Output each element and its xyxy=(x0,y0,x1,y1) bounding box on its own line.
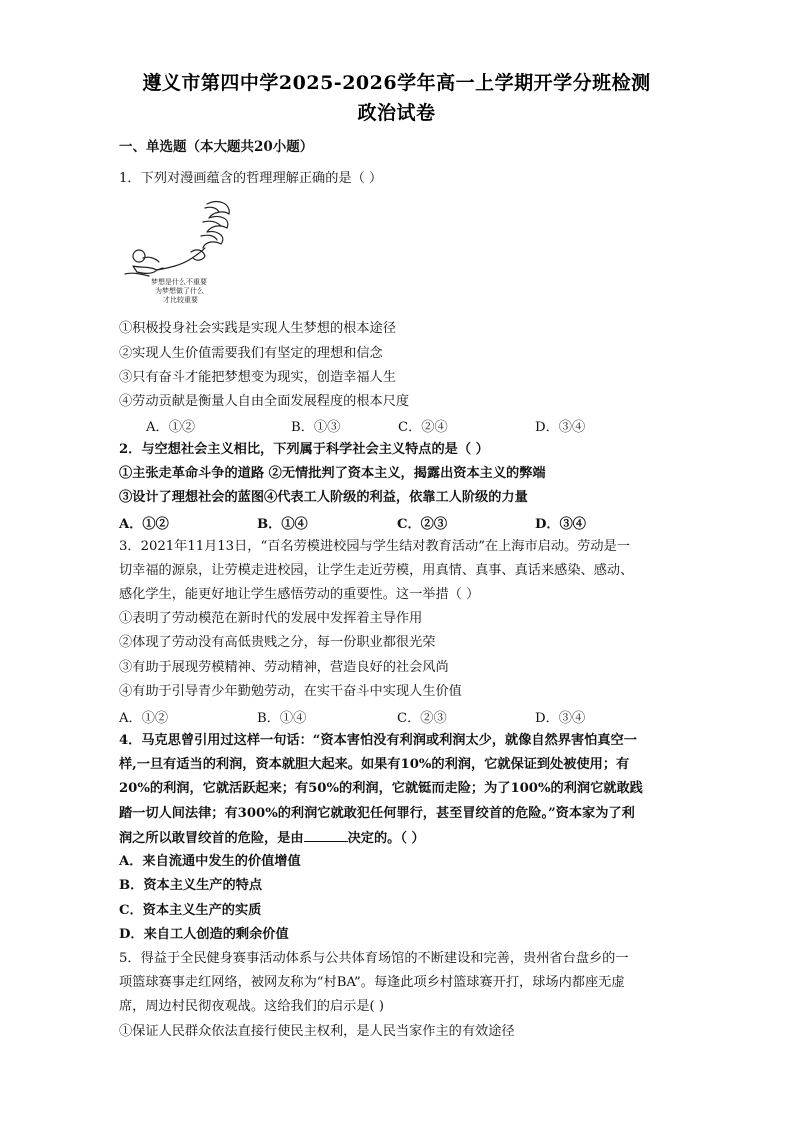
q5-stem-line-1: 5．得益于全民健身赛事活动体系与公共体育场馆的不断建设和完善，贵州省台盘乡的一 xyxy=(119,951,629,966)
cartoon-caption-2: 为梦想做了什么 xyxy=(155,287,204,295)
q3-stem-line-3: 感化学生，能更好地让学生感悟劳动的重要性。这一举措（ ） xyxy=(119,587,480,602)
q3-option-d[interactable]: D．③④ xyxy=(535,711,586,726)
q3-stem-line-2: 切幸福的源泉，让劳模走进校园，让学生走近劳模，用真情、真事、真话来感染、感动、 xyxy=(119,563,634,578)
q4-fill-blank xyxy=(304,829,348,842)
q2-option-d[interactable]: D．③④ xyxy=(535,517,586,532)
q5-stem-line-2: 项篮球赛事走红网络，被网友称为“村BA”。每逢此项乡村篮球赛开打，球场内都座无虚 xyxy=(119,975,625,990)
q3-option-a[interactable]: A．①② xyxy=(119,711,169,726)
q2-options xyxy=(119,513,679,530)
q1-option-a[interactable]: A．①② xyxy=(146,420,196,435)
q4-option-d[interactable]: D．来自工人创造的剩余价值 xyxy=(119,927,289,942)
q2-stem: 2．与空想社会主义相比，下列属于科学社会主义特点的是（ ） xyxy=(119,442,489,457)
q1-options xyxy=(119,416,679,433)
q1-item-1: ①积极投身社会实践是实现人生梦想的根本途径 xyxy=(119,321,396,336)
q3-option-c[interactable]: C．②③ xyxy=(397,711,447,726)
q1-item-2: ②实现人生价值需要我们有坚定的理想和信念 xyxy=(119,346,383,361)
cartoon-caption-3: 才比较重要 xyxy=(163,296,198,304)
q4-stem-line-3: 20%的利润，它就活跃起来；有50%的利润，它就铤而走险；为了100%的利润它就敢践 xyxy=(119,781,643,796)
q2-option-b[interactable]: B．①④ xyxy=(257,517,308,532)
section-heading-single-choice: 一、单选题（本大题共20小题） xyxy=(119,139,314,155)
q1-stem: 1．下列对漫画蕴含的哲理理解正确的是（ ） xyxy=(119,171,383,186)
q2-option-c[interactable]: C．②③ xyxy=(397,517,448,532)
cartoon-illustration xyxy=(119,196,239,308)
q5-item-1: ①保证人民群众依法直接行使民主权利，是人民当家作主的有效途径 xyxy=(119,1024,515,1039)
q1-option-d[interactable]: D．③④ xyxy=(535,420,586,435)
q4-stem-line-5 xyxy=(119,829,679,847)
q1-option-b[interactable]: B．①③ xyxy=(291,420,341,435)
q4-option-a[interactable]: A．来自流通中发生的价值增值 xyxy=(119,854,301,869)
q3-option-b[interactable]: B．①④ xyxy=(257,711,307,726)
q4-stem-line-2: 样,一旦有适当的利润，资本就胆大起来。如果有10%的利润，它就保证到处被使用；有 xyxy=(119,757,630,772)
q4-option-b[interactable]: B．资本主义生产的特点 xyxy=(119,878,263,893)
q1-item-4: ④劳动贡献是衡量人自由全面发展程度的根本尺度 xyxy=(119,394,410,409)
q2-option-a[interactable]: A．①② xyxy=(119,517,169,532)
q2-item-2: ③设计了理想社会的蓝图④代表工人阶级的利益，依靠工人阶级的力量 xyxy=(119,490,528,505)
q1-option-c[interactable]: C．②④ xyxy=(398,420,448,435)
q3-options xyxy=(119,707,679,724)
q3-item-1: ①表明了劳动模范在新时代的发展中发挥着主导作用 xyxy=(119,611,423,626)
q1-item-3: ③只有奋斗才能把梦想变为现实，创造幸福人生 xyxy=(119,370,396,385)
q2-item-1: ①主张走革命斗争的道路 ②无情批判了资本主义，揭露出资本主义的弊端 xyxy=(119,466,546,481)
q4-option-c[interactable]: C．资本主义生产的实质 xyxy=(119,903,262,918)
exam-title-line1: 遵义市第四中学2025-2026学年高一上学期开学分班检测 xyxy=(142,72,651,94)
q5-stem-line-3: 席，周边村民彻夜观战。这给我们的启示是( ) xyxy=(119,999,385,1014)
q3-item-2: ②体现了劳动没有高低贵贱之分，每一份职业都很光荣 xyxy=(119,635,436,650)
cartoon-caption-1: 梦想是什么不重要 xyxy=(151,278,207,286)
q4-stem-line-1: 4．马克思曾引用过这样一句话：“资本害怕没有利润或利润太少，就像自然界害怕真空一 xyxy=(119,733,637,748)
q4-stem-after-blank: 决定的。（ ） xyxy=(347,831,425,846)
q4-stem-before-blank: 润之所以敢冒绞首的危险，是由 xyxy=(119,831,304,846)
q3-item-3: ③有助于展现劳模精神、劳动精神，营造良好的社会风尚 xyxy=(119,660,449,675)
exam-title-line2: 政治试卷 xyxy=(357,102,436,124)
q3-item-4: ④有助于引导青少年勤勉劳动，在实干奋斗中实现人生价值 xyxy=(119,684,462,699)
q3-stem-line-1: 3．2021年11月13日，“百名劳模进校园与学生结对教育活动”在上海市启动。劳动是一 xyxy=(119,539,630,554)
q4-stem-line-4: 踏一切人间法律；有300%的利润它就敢犯任何罪行，甚至冒绞首的危险。”资本家为了利 xyxy=(119,806,635,821)
